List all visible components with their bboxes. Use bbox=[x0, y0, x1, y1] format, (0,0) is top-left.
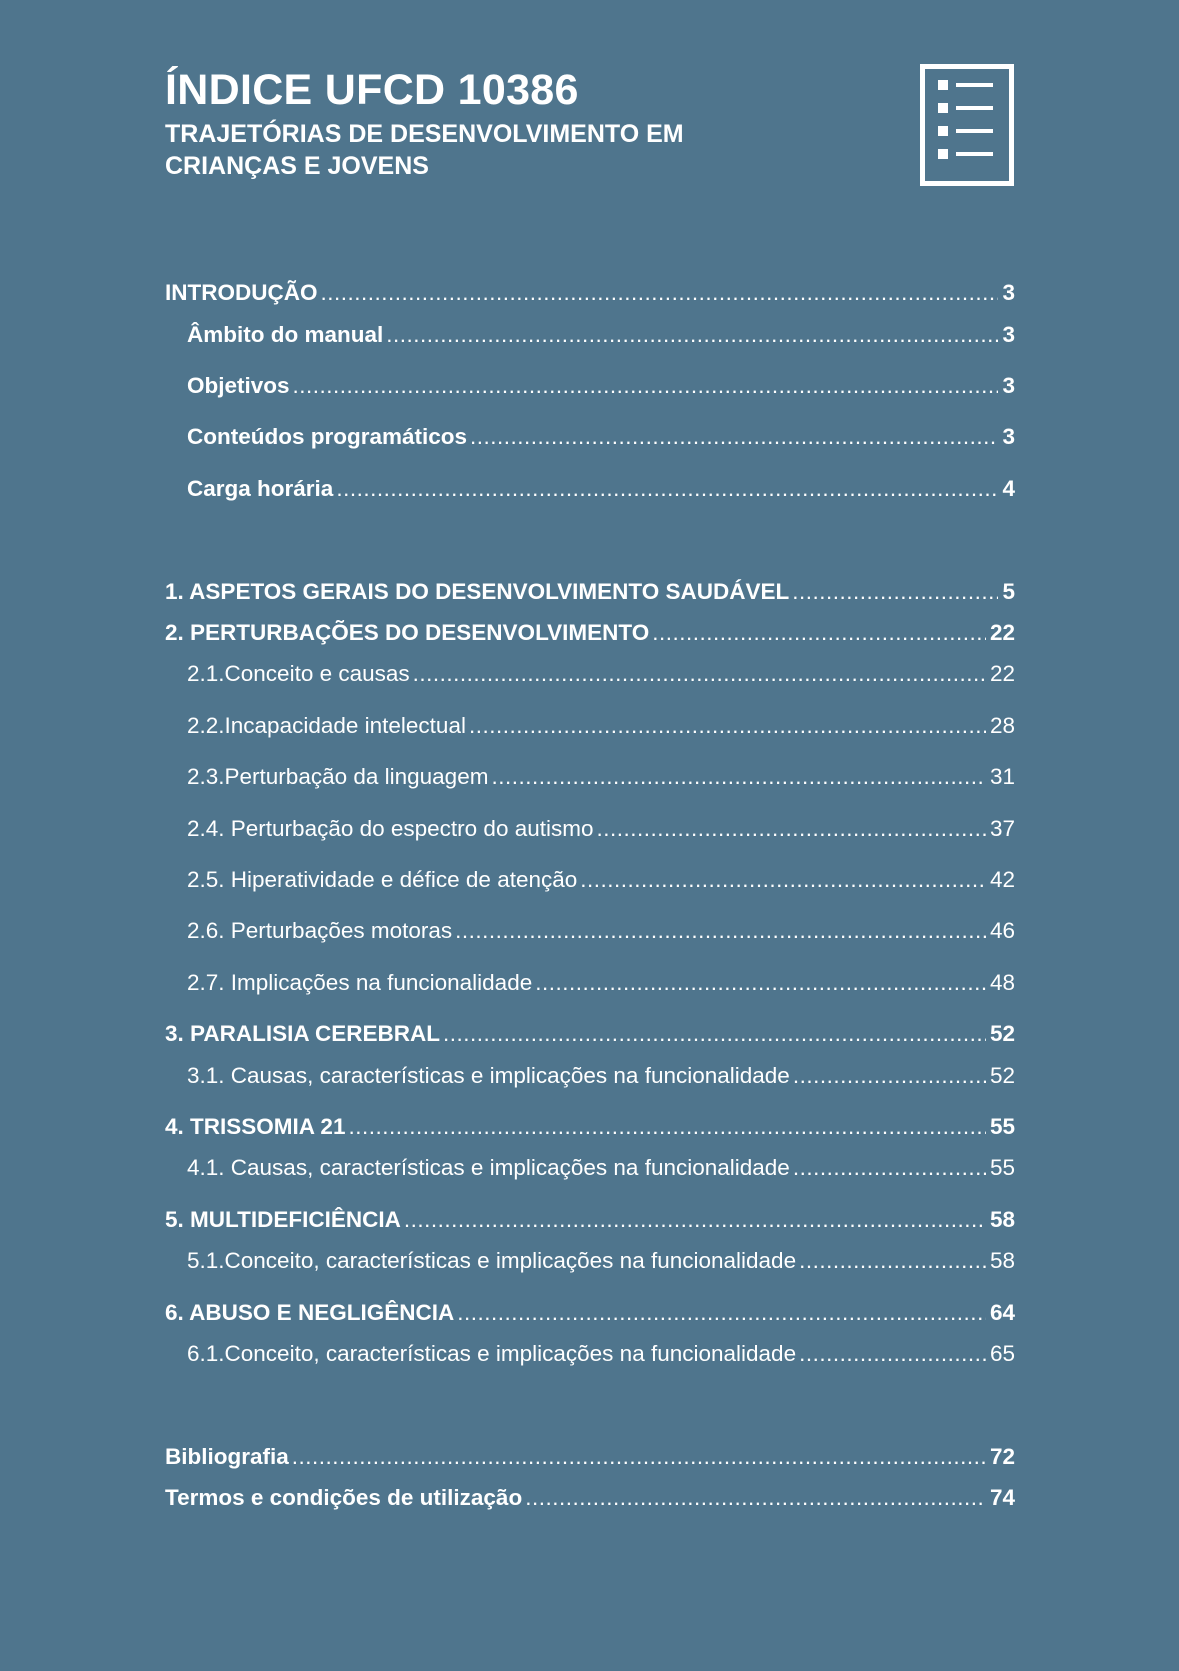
toc-page-number: 55 bbox=[989, 1155, 1015, 1180]
toc-entry-label: 2.1.Conceito e causas bbox=[187, 661, 410, 686]
toc-page-number: 52 bbox=[989, 1021, 1015, 1046]
toc-entry-termos[interactable] bbox=[165, 1483, 1015, 1513]
toc-entry-section-4-1[interactable] bbox=[187, 1153, 1015, 1183]
dot-leader bbox=[404, 1205, 986, 1235]
toc-page-number: 5 bbox=[1002, 579, 1015, 604]
dot-leader bbox=[580, 865, 986, 895]
dot-leader bbox=[457, 1298, 986, 1328]
toc-entry-label: 2.6. Perturbações motoras bbox=[187, 918, 453, 943]
dot-leader bbox=[292, 1442, 986, 1472]
toc-entry-label: 4. TRISSOMIA 21 bbox=[165, 1114, 346, 1139]
toc-entry-label: Âmbito do manual bbox=[187, 322, 384, 347]
toc-entry-introducao[interactable] bbox=[165, 278, 1015, 308]
dot-leader bbox=[470, 422, 998, 452]
dot-leader bbox=[535, 968, 986, 998]
toc-entry-label: 2.2.Incapacidade intelectual bbox=[187, 713, 466, 738]
toc-entry-label: 4.1. Causas, características e implicações na funcionalidade bbox=[187, 1155, 790, 1180]
toc-page-number: 3 bbox=[1002, 322, 1015, 347]
toc-entry-label: 2.4. Perturbação do espectro do autismo bbox=[187, 816, 594, 841]
toc-page-number: 74 bbox=[989, 1485, 1015, 1510]
dot-leader bbox=[793, 1153, 986, 1183]
toc-entry-section-2-7[interactable] bbox=[187, 968, 1015, 998]
dot-leader bbox=[799, 1246, 986, 1276]
dot-leader bbox=[386, 320, 998, 350]
toc-page-number: 48 bbox=[989, 970, 1015, 995]
dot-leader bbox=[336, 474, 998, 504]
dot-leader bbox=[413, 659, 986, 689]
list-document-icon bbox=[920, 64, 1014, 186]
toc-entry-label: 2.5. Hiperatividade e défice de atenção bbox=[187, 867, 578, 892]
toc-entry-label: 5. MULTIDEFICIÊNCIA bbox=[165, 1207, 401, 1232]
toc-entry-label: 5.1.Conceito, características e implicações na funcionalidade bbox=[187, 1248, 797, 1273]
toc-entry-label: 2.3.Perturbação da linguagem bbox=[187, 764, 489, 789]
toc-page-number: 64 bbox=[989, 1300, 1015, 1325]
toc-entry-section-3[interactable] bbox=[165, 1019, 1015, 1049]
toc-entry-section-1[interactable] bbox=[165, 577, 1015, 607]
toc-entry-section-5-1[interactable] bbox=[187, 1246, 1015, 1276]
toc-entry-label: Carga horária bbox=[187, 476, 334, 501]
toc-entry-ambito[interactable] bbox=[187, 320, 1015, 350]
toc-page-number: 58 bbox=[989, 1207, 1015, 1232]
toc-entry-section-6-1[interactable] bbox=[187, 1339, 1015, 1369]
dot-leader bbox=[455, 916, 986, 946]
toc-entry-label: 3. PARALISIA CEREBRAL bbox=[165, 1021, 441, 1046]
toc-entry-objetivos[interactable] bbox=[187, 371, 1015, 401]
page-title: ÍNDICE UFCD 10386 bbox=[165, 66, 579, 114]
toc-page-number: 22 bbox=[989, 661, 1015, 686]
toc-entry-section-4[interactable] bbox=[165, 1112, 1015, 1142]
toc-page-number: 58 bbox=[989, 1248, 1015, 1273]
toc-page-number: 52 bbox=[989, 1063, 1015, 1088]
toc-entry-section-2[interactable] bbox=[165, 618, 1015, 648]
toc-page-number: 28 bbox=[989, 713, 1015, 738]
toc-entry-label: Bibliografia bbox=[165, 1444, 289, 1469]
toc-entry-label: Conteúdos programáticos bbox=[187, 424, 468, 449]
toc-page-number: 42 bbox=[989, 867, 1015, 892]
dot-leader bbox=[652, 618, 986, 648]
toc-entry-label: Objetivos bbox=[187, 373, 290, 398]
toc-entry-bibliografia[interactable] bbox=[165, 1442, 1015, 1472]
toc-entry-label: 6. ABUSO E NEGLIGÊNCIA bbox=[165, 1300, 455, 1325]
toc-entry-section-2-5[interactable] bbox=[187, 865, 1015, 895]
toc-entry-label: 1. ASPETOS GERAIS DO DESENVOLVIMENTO SAUDÁVEL bbox=[165, 579, 790, 604]
dot-leader bbox=[293, 371, 999, 401]
toc-entry-label: 2. PERTURBAÇÕES DO DESENVOLVIMENTO bbox=[165, 620, 650, 645]
dot-leader bbox=[597, 814, 986, 844]
toc-entry-conteudos[interactable] bbox=[187, 422, 1015, 452]
dot-leader bbox=[491, 762, 986, 792]
dot-leader bbox=[443, 1019, 986, 1049]
toc-page-number: 37 bbox=[989, 816, 1015, 841]
toc-entry-section-2-2[interactable] bbox=[187, 711, 1015, 741]
toc-entry-section-2-1[interactable] bbox=[187, 659, 1015, 689]
page-header bbox=[165, 62, 865, 182]
toc-entry-section-5[interactable] bbox=[165, 1205, 1015, 1235]
toc-entry-label: 3.1. Causas, características e implicações na funcionalidade bbox=[187, 1063, 790, 1088]
toc-page-number: 65 bbox=[989, 1341, 1015, 1366]
toc-entry-label: 6.1.Conceito, características e implicações na funcionalidade bbox=[187, 1341, 797, 1366]
toc-entry-label: 2.7. Implicações na funcionalidade bbox=[187, 970, 533, 995]
dot-leader bbox=[348, 1112, 986, 1142]
toc-page-number: 72 bbox=[989, 1444, 1015, 1469]
toc-entry-label: INTRODUÇÃO bbox=[165, 280, 318, 305]
dot-leader bbox=[799, 1339, 986, 1369]
toc-page-number: 3 bbox=[1002, 373, 1015, 398]
page-subtitle: TRAJETÓRIAS DE DESENVOLVIMENTO EM CRIANÇAS E JOVENS bbox=[165, 120, 684, 180]
toc-entry-label: Termos e condições de utilização bbox=[165, 1485, 523, 1510]
toc-entry-section-6[interactable] bbox=[165, 1298, 1015, 1328]
toc-entry-section-2-6[interactable] bbox=[187, 916, 1015, 946]
toc-page-number: 3 bbox=[1002, 280, 1015, 305]
toc-page-number: 22 bbox=[989, 620, 1015, 645]
toc-page-number: 46 bbox=[989, 918, 1015, 943]
toc-entry-section-2-4[interactable] bbox=[187, 814, 1015, 844]
toc-page-number: 31 bbox=[989, 764, 1015, 789]
dot-leader bbox=[525, 1483, 986, 1513]
toc-entry-section-2-3[interactable] bbox=[187, 762, 1015, 792]
toc-page-number: 4 bbox=[1002, 476, 1015, 501]
dot-leader bbox=[469, 711, 986, 741]
toc-page-number: 3 bbox=[1002, 424, 1015, 449]
dot-leader bbox=[793, 1061, 986, 1091]
dot-leader bbox=[792, 577, 998, 607]
toc-entry-carga-horaria[interactable] bbox=[187, 474, 1015, 504]
dot-leader bbox=[321, 278, 999, 308]
toc-page-number: 55 bbox=[989, 1114, 1015, 1139]
toc-entry-section-3-1[interactable] bbox=[187, 1061, 1015, 1091]
